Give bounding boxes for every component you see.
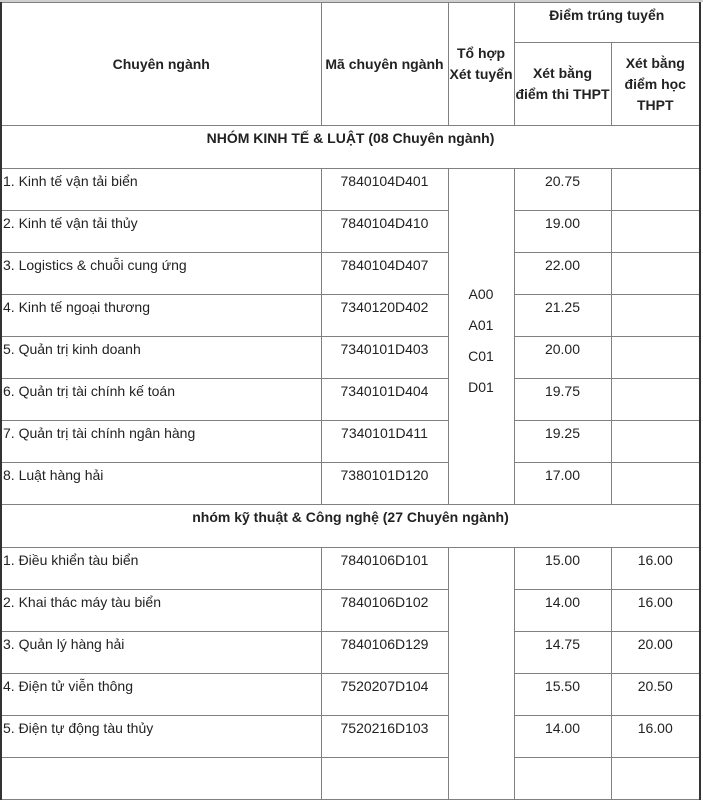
score-transcript: 16.00	[611, 548, 700, 590]
major-code: 7840104D407	[321, 253, 448, 295]
major-name: 4. Kinh tế ngoại thương	[1, 295, 321, 337]
score-exam: 14.00	[514, 590, 611, 632]
major-name: 5. Quản trị kinh doanh	[1, 337, 321, 379]
major-code: 7840104D410	[321, 211, 448, 253]
header-combo	[448, 3, 514, 126]
table-row	[1, 169, 700, 211]
score-exam: 15.50	[514, 674, 611, 716]
table-row	[1, 632, 700, 674]
header-score-exam	[514, 43, 611, 126]
header-score-transcript-line1: Xét bằng	[625, 54, 685, 71]
score-transcript	[611, 211, 700, 253]
admission-scores-table-wrapper	[0, 2, 701, 800]
major-code: 7340101D411	[321, 421, 448, 463]
major-name: 1. Điều khiển tàu biển	[1, 548, 321, 590]
table-row	[1, 463, 700, 505]
major-name: 8. Luật hàng hải	[1, 463, 321, 505]
combo-cell-economics-law	[448, 169, 514, 505]
major-code: 7840104D401	[321, 169, 448, 211]
major-name: 1. Kinh tế vận tải biển	[1, 169, 321, 211]
combo-code: D01	[468, 378, 494, 395]
group-title-economics-law: NHÓM KINH TẾ & LUẬT (08 Chuyên ngành)	[1, 126, 700, 169]
major-name: 3. Quản lý hàng hải	[1, 632, 321, 674]
header-score-transcript-line2: điểm học	[624, 75, 686, 92]
major-name	[1, 758, 321, 800]
score-exam	[514, 758, 611, 800]
table-row	[1, 295, 700, 337]
score-exam: 14.75	[514, 632, 611, 674]
score-transcript: 16.00	[611, 716, 700, 758]
score-transcript	[611, 379, 700, 421]
header-major-code: Mã chuyên ngành	[321, 3, 448, 126]
major-code: 7840106D102	[321, 590, 448, 632]
major-code: 7340120D402	[321, 295, 448, 337]
score-transcript	[611, 463, 700, 505]
score-transcript	[611, 337, 700, 379]
score-transcript: 20.50	[611, 674, 700, 716]
header-score-exam-line1: Xét bằng	[532, 65, 593, 81]
header-combo-line2: Xét tuyển	[449, 66, 513, 82]
score-exam: 22.00	[514, 253, 611, 295]
score-transcript	[611, 169, 700, 211]
major-code: 7520207D104	[321, 674, 448, 716]
score-transcript	[611, 295, 700, 337]
major-name: 2. Kinh tế vận tải thủy	[1, 211, 321, 253]
score-exam: 14.00	[514, 716, 611, 758]
major-code: 7840106D101	[321, 548, 448, 590]
major-name: 5. Điện tự động tàu thủy	[1, 716, 321, 758]
major-code: 7380101D120	[321, 463, 448, 505]
header-score-exam-line2: điểm thi THPT	[515, 86, 610, 102]
table-row	[1, 211, 700, 253]
score-exam: 20.00	[514, 337, 611, 379]
table-row	[1, 379, 700, 421]
major-name: 6. Quản trị tài chính kế toán	[1, 379, 321, 421]
combo-cell-engineering-technology	[448, 548, 514, 800]
score-transcript	[611, 253, 700, 295]
major-code: 7340101D403	[321, 337, 448, 379]
major-code: 7340101D404	[321, 379, 448, 421]
header-major: Chuyên ngành	[1, 3, 321, 126]
major-name: 3. Logistics & chuỗi cung ứng	[1, 253, 321, 295]
major-name: 7. Quản trị tài chính ngân hàng	[1, 421, 321, 463]
major-code: 7520216D103	[321, 716, 448, 758]
table-row	[1, 548, 700, 590]
score-exam: 15.00	[514, 548, 611, 590]
header-score-transcript-line3: THPT	[636, 96, 674, 113]
score-transcript	[611, 758, 700, 800]
header-score-transcript	[611, 43, 700, 126]
admission-scores-table	[0, 2, 701, 800]
table-row	[1, 758, 700, 800]
score-exam: 21.25	[514, 295, 611, 337]
major-name: 2. Khai thác máy tàu biển	[1, 590, 321, 632]
score-exam: 19.25	[514, 421, 611, 463]
score-transcript: 16.00	[611, 590, 700, 632]
score-exam: 19.75	[514, 379, 611, 421]
combo-code: C01	[468, 347, 494, 364]
table-row	[1, 590, 700, 632]
score-transcript: 20.00	[611, 632, 700, 674]
score-exam: 17.00	[514, 463, 611, 505]
group-title-engineering-technology: nhóm kỹ thuật & Công nghệ (27 Chuyên ngành)	[1, 505, 700, 548]
header-score-group: Điểm trúng tuyển	[514, 3, 700, 43]
table-row	[1, 716, 700, 758]
table-row	[1, 337, 700, 379]
table-row	[1, 421, 700, 463]
combo-code: A01	[468, 316, 494, 333]
score-exam: 20.75	[514, 169, 611, 211]
table-row	[1, 253, 700, 295]
score-transcript	[611, 421, 700, 463]
major-code	[321, 758, 448, 800]
major-name: 4. Điện tử viễn thông	[1, 674, 321, 716]
combo-code: A00	[468, 285, 494, 302]
table-row	[1, 674, 700, 716]
score-exam: 19.00	[514, 211, 611, 253]
major-code: 7840106D129	[321, 632, 448, 674]
header-combo-line1: Tổ hợp	[456, 45, 506, 61]
